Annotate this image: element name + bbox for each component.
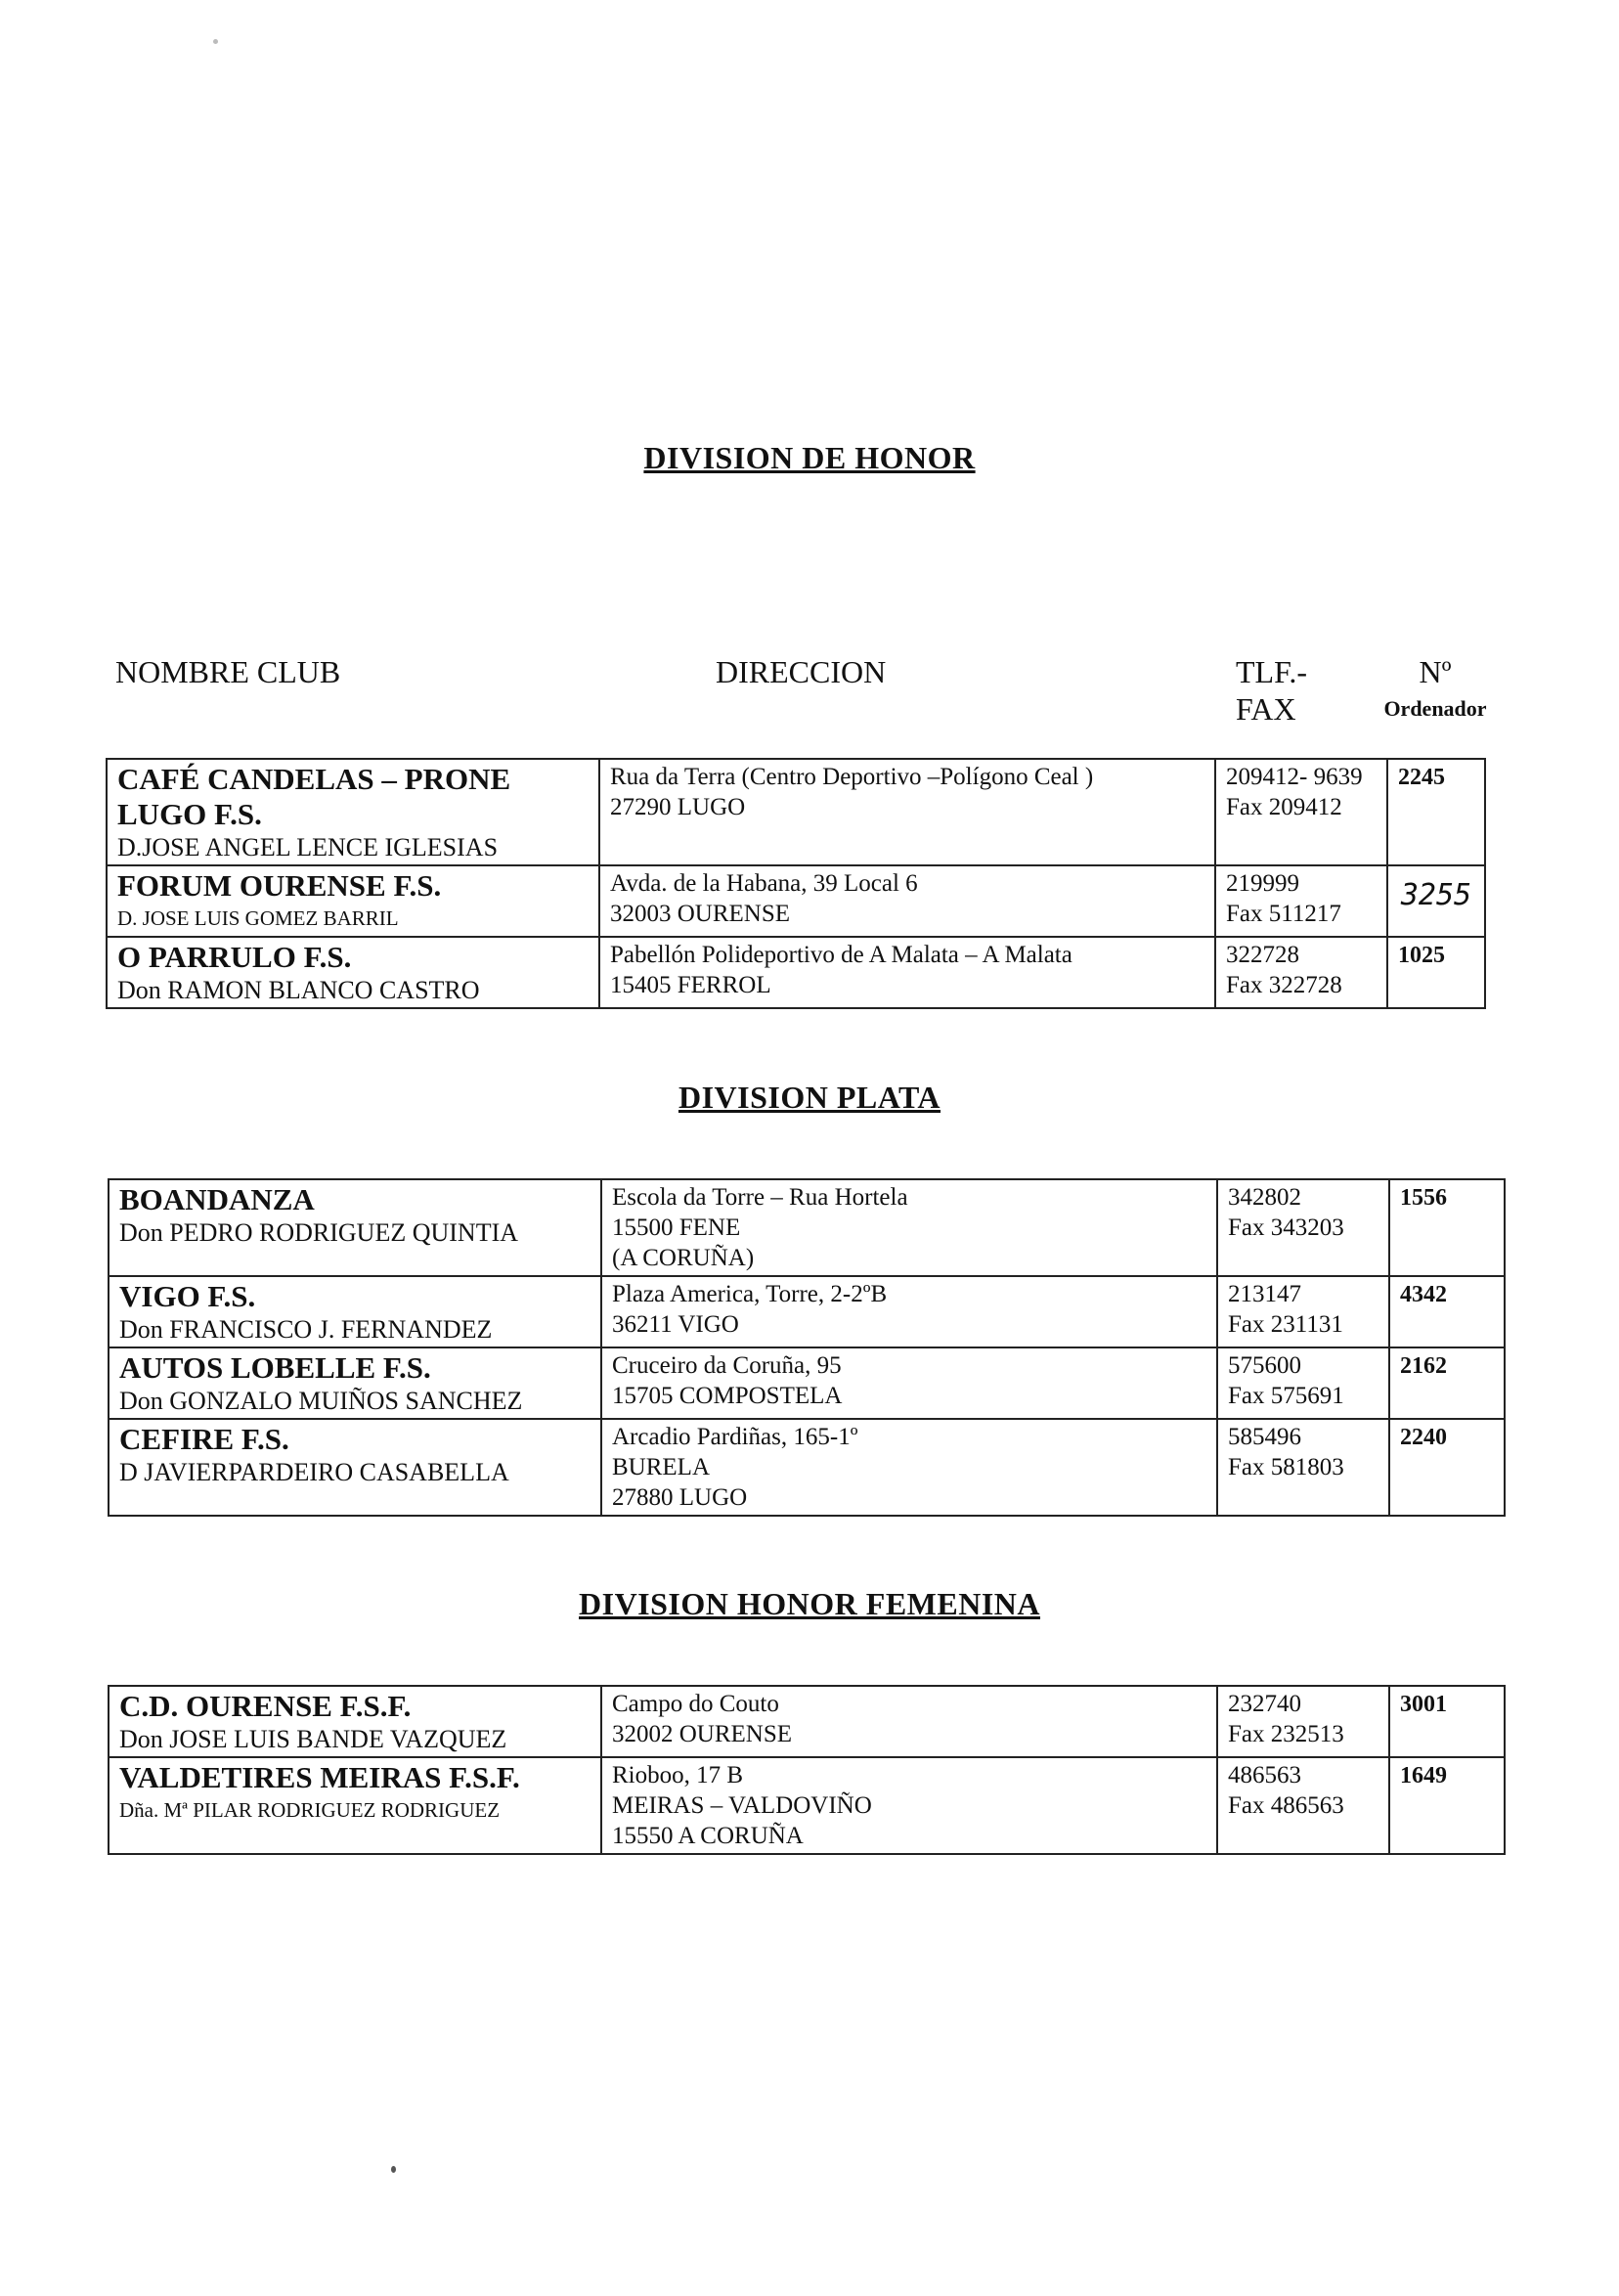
address-line: Campo do Couto: [612, 1691, 779, 1717]
address-line: Plaza America, Torre, 2-2ºB: [612, 1281, 888, 1307]
address-line: 32003 OURENSE: [610, 901, 791, 927]
number-cell: [1389, 1757, 1505, 1854]
address-line: Cruceiro da Coruña, 95: [612, 1352, 842, 1379]
phone-cell: [1217, 1419, 1389, 1516]
number-cell: [1387, 937, 1485, 1008]
phone-line: 575600: [1228, 1352, 1301, 1379]
number-cell: [1389, 1686, 1505, 1757]
fax-line: Fax 232513: [1228, 1721, 1344, 1747]
address-line: 15705 COMPOSTELA: [612, 1383, 843, 1409]
address-line: Rua da Terra (Centro Deportivo –Polígono Ceal ): [610, 764, 1094, 790]
address-line: 15405 FERROL: [610, 972, 771, 998]
table-row: [109, 1276, 1505, 1347]
club-name: VALDETIRES MEIRAS F.S.F.: [119, 1760, 520, 1794]
club-cell: [109, 1347, 601, 1419]
club-cell: [109, 1757, 601, 1854]
phone-cell: [1217, 1347, 1389, 1419]
table-row: [109, 1179, 1505, 1276]
address-line: (A CORUÑA): [612, 1245, 755, 1271]
header-phone: [1236, 653, 1307, 728]
address-cell: [601, 1686, 1217, 1757]
table-row: [109, 1686, 1505, 1757]
phone-line: 219999: [1226, 870, 1299, 897]
club-cell: [109, 1419, 601, 1516]
phone-line: 486563: [1228, 1762, 1301, 1788]
club-name: C.D. OURENSE F.S.F.: [119, 1689, 412, 1723]
fax-line: Fax 511217: [1226, 901, 1341, 927]
fax-line: Fax 231131: [1228, 1311, 1343, 1338]
header-phone-line2: FAX: [1236, 691, 1296, 727]
address-line: Pabellón Polideportivo de A Malata – A Malata: [610, 942, 1072, 968]
scan-speck: [391, 2166, 396, 2173]
table-row: [109, 1419, 1505, 1516]
phone-cell: [1217, 1757, 1389, 1854]
phone-cell: [1215, 759, 1387, 865]
club-contact: Dña. Mª PILAR RODRIGUEZ RODRIGUEZ: [119, 1798, 501, 1822]
address-line: 32002 OURENSE: [612, 1721, 793, 1747]
address-cell: [601, 1757, 1217, 1854]
phone-cell: [1215, 865, 1387, 937]
phone-line: 342802: [1228, 1184, 1301, 1211]
address-line: 15550 A CORUÑA: [612, 1823, 804, 1849]
fax-line: Fax 322728: [1226, 972, 1342, 998]
address-cell: [601, 1419, 1217, 1516]
club-cell: [107, 759, 599, 865]
table-division-honor-femenina: [108, 1685, 1506, 1855]
computer-number: 2162: [1400, 1353, 1447, 1379]
club-name: CEFIRE F.S.: [119, 1422, 289, 1456]
section-title-division-plata: DIVISION PLATA: [678, 1080, 941, 1115]
club-contact: Don PEDRO RODRIGUEZ QUINTIA: [119, 1218, 519, 1247]
computer-number: 1025: [1398, 943, 1445, 968]
club-cell: [109, 1179, 601, 1276]
club-name: O PARRULO F.S.: [117, 940, 352, 974]
phone-cell: [1215, 937, 1387, 1008]
table-row: [107, 865, 1485, 937]
address-cell: [601, 1179, 1217, 1276]
club-contact: Don FRANCISCO J. FERNANDEZ: [119, 1315, 493, 1344]
address-line: 27290 LUGO: [610, 794, 746, 820]
club-name: AUTOS LOBELLE F.S.: [119, 1350, 431, 1385]
fax-line: Fax 575691: [1228, 1383, 1344, 1409]
phone-line: 213147: [1228, 1281, 1301, 1307]
computer-number: 1556: [1400, 1185, 1447, 1211]
computer-number: 2245: [1398, 765, 1445, 790]
club-contact: D.JOSE ANGEL LENCE IGLESIAS: [117, 833, 499, 861]
address-cell: [601, 1347, 1217, 1419]
phone-cell: [1217, 1179, 1389, 1276]
address-line: 15500 FENE: [612, 1214, 741, 1241]
table-row: [109, 1757, 1505, 1854]
address-line: Escola da Torre – Rua Hortela: [612, 1184, 908, 1211]
club-contact: Don RAMON BLANCO CASTRO: [117, 976, 480, 1004]
club-cell: [107, 865, 599, 937]
club-name-line2: LUGO F.S.: [117, 797, 262, 831]
number-cell: [1389, 1347, 1505, 1419]
computer-number: 4342: [1400, 1282, 1447, 1307]
header-number-line2: Ordenador: [1383, 696, 1487, 721]
club-cell: [109, 1686, 601, 1757]
address-line: Rioboo, 17 B: [612, 1762, 744, 1788]
section-title-division-de-honor: DIVISION DE HONOR: [643, 440, 976, 475]
phone-line: 585496: [1228, 1424, 1301, 1450]
fax-line: Fax 343203: [1228, 1214, 1344, 1241]
header-number-line1: Nº: [1419, 654, 1452, 689]
computer-number: 1649: [1400, 1763, 1447, 1788]
table-row: [107, 937, 1485, 1008]
table-row: [107, 759, 1485, 865]
address-line: 36211 VIGO: [612, 1311, 739, 1338]
address-line: Arcadio Pardiñas, 165-1º: [612, 1424, 858, 1450]
address-line: Avda. de la Habana, 39 Local 6: [610, 870, 918, 897]
number-cell: [1387, 865, 1485, 937]
fax-line: Fax 581803: [1228, 1454, 1344, 1480]
club-name: BOANDANZA: [119, 1182, 315, 1216]
number-cell: [1389, 1179, 1505, 1276]
phone-line: 232740: [1228, 1691, 1301, 1717]
address-line: 27880 LUGO: [612, 1484, 748, 1511]
address-cell: [599, 937, 1215, 1008]
computer-number: 2240: [1400, 1425, 1447, 1450]
header-phone-line1: TLF.-: [1236, 654, 1307, 689]
club-contact: Don GONZALO MUIÑOS SANCHEZ: [119, 1387, 523, 1415]
phone-line: 209412- 9639: [1226, 764, 1363, 790]
address-cell: [599, 759, 1215, 865]
address-cell: [601, 1276, 1217, 1347]
club-cell: [107, 937, 599, 1008]
table-division-plata: [108, 1178, 1506, 1517]
table-row: [109, 1347, 1505, 1419]
club-name: VIGO F.S.: [119, 1279, 256, 1313]
header-club: NOMBRE CLUB: [115, 654, 341, 689]
club-contact: D. JOSE LUIS GOMEZ BARRIL: [117, 906, 399, 930]
section-title-division-honor-femenina: DIVISION HONOR FEMENINA: [579, 1586, 1040, 1621]
club-name: CAFÉ CANDELAS – PRONE: [117, 762, 511, 796]
address-line: MEIRAS – VALDOVIÑO: [612, 1792, 872, 1819]
header-number: [1377, 653, 1494, 728]
address-cell: [599, 865, 1215, 937]
address-line: BURELA: [612, 1454, 710, 1480]
club-contact: Don JOSE LUIS BANDE VAZQUEZ: [119, 1725, 507, 1753]
computer-number: 3001: [1400, 1692, 1447, 1717]
phone-line: 322728: [1226, 942, 1299, 968]
phone-cell: [1217, 1686, 1389, 1757]
number-cell: [1387, 759, 1485, 865]
scan-speck: [213, 39, 218, 44]
header-address: DIRECCION: [716, 654, 887, 689]
number-cell: [1389, 1419, 1505, 1516]
fax-line: Fax 486563: [1228, 1792, 1344, 1819]
club-name: FORUM OURENSE F.S.: [117, 868, 442, 903]
computer-number-handwritten: 3255: [1400, 878, 1472, 912]
number-cell: [1389, 1276, 1505, 1347]
phone-cell: [1217, 1276, 1389, 1347]
table-division-de-honor: [106, 758, 1486, 1009]
fax-line: Fax 209412: [1226, 794, 1342, 820]
club-contact: D JAVIERPARDEIRO CASABELLA: [119, 1458, 509, 1486]
club-cell: [109, 1276, 601, 1347]
